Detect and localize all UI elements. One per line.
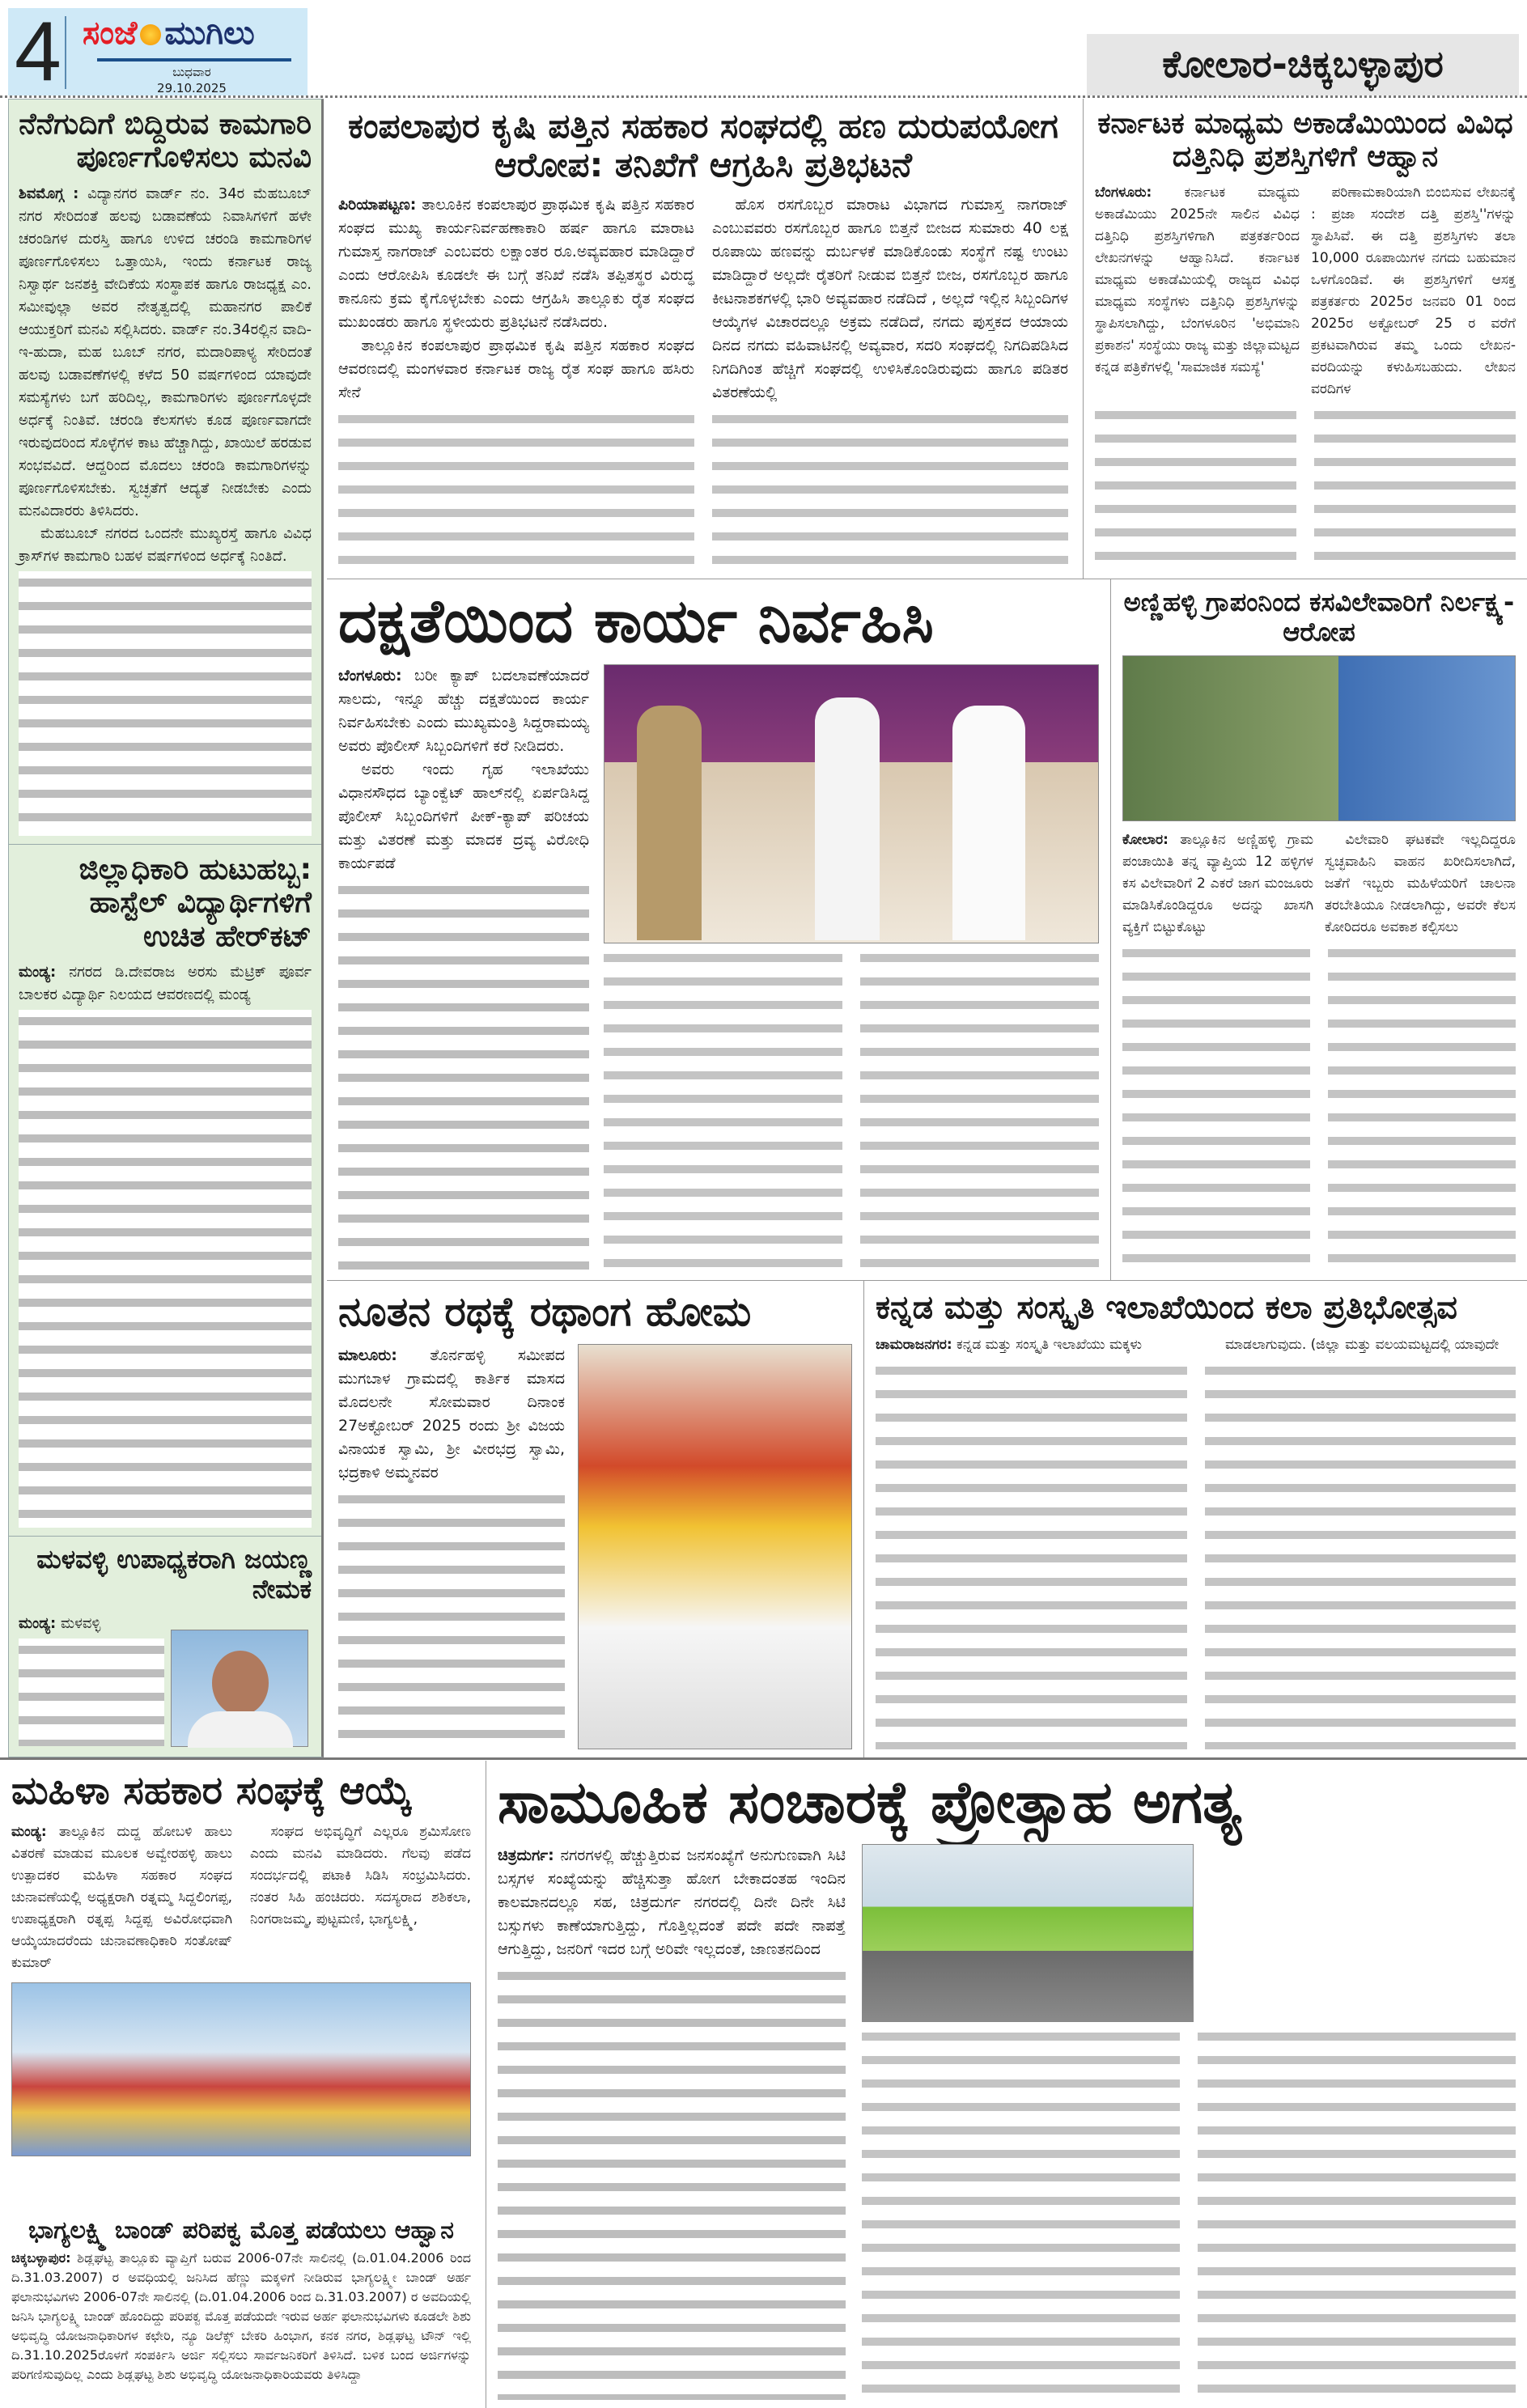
article-body: [338, 1344, 565, 1485]
text-continuation: [604, 947, 1099, 1272]
dateline: ಶಿವಮೊಗ್ಗ :: [19, 184, 79, 202]
chariot-photo: [578, 1344, 852, 1750]
paragraph: ಮಳವಳ್ಳಿ: [60, 1614, 101, 1632]
article-body: [338, 664, 589, 875]
dateline: ಪಿರಿಯಾಪಟ್ಟಣ:: [338, 195, 417, 214]
city-bus-photo: [862, 1844, 1194, 2022]
paragraph: ಮಾಡಲಾಗುವುದು. (ಜಿಲ್ಲಾ ಮತ್ತು ವಲಯಮಟ್ಟದಲ್ಲಿ ಯಾವುದೇ: [1225, 1337, 1499, 1353]
text-continuation: [338, 408, 1068, 570]
section-rule: [0, 1757, 1527, 1760]
article-kala-pratibhotsava: [863, 1280, 1527, 1757]
paragraph: ನಗರದ ಡಿ.ದೇವರಾಜ ಅರಸು ಮೆಟ್ರಿಕ್ ಪೂರ್ವ ಬಾಲಕರ ವಿದ್ಯಾರ್ಥಿ ನಿಲಯದ ಆವರಣದಲ್ಲಿ ಮಂಡ್ಯ: [19, 964, 312, 1004]
issue-date: 29.10.2025: [157, 81, 227, 95]
dateline: ಬೆಂಗಳೂರು:: [338, 667, 402, 685]
article-nenegudi: [9, 100, 321, 844]
headline: ಮಹಿಳಾ ಸಹಕಾರ ಸಂಘಕ್ಕೆ ಆಯ್ಕೆ: [11, 1768, 412, 1813]
headline: ಭಾಗ್ಯಲಕ್ಷ್ಮಿ ಬಾಂಡ್ ಪರಿಪಕ್ವ ಮೊತ್ತ ಪಡೆಯಲು ಆಹ್ವಾನ: [28, 2216, 454, 2245]
text-continuation: [338, 879, 589, 1272]
article-media-academy: [1083, 99, 1527, 579]
masthead-logo-box: [8, 5, 308, 99]
article-haircut: [9, 844, 321, 1536]
paragraph: ತೊರ್ನಹಳ್ಳಿ ಸಮೀಪದ ಮುಗಬಾಳ ಗ್ರಾಮದಲ್ಲಿ ಕಾರ್ತಿಕ ಮಾಸದ ಮೊದಲನೇ ಸೋಮವಾರ ದಿನಾಂಕ 27ಅಕ್ಟೋಬರ್ 2025 ರಂದು ಶ್ರೀ ವಿಜಯ ವಿನಾಯಕ ಸ್ವಾಮಿ, ಶ್ರೀ ವೀರಭದ್ರ ಸ್ವಾಮಿ, ಭದ್ರಕಾಳಿ ಅಮ್ಮನವರ: [338, 1346, 565, 1482]
logo-text-right: ಮುಗಿಲು: [164, 15, 255, 52]
dateline: ಮಂಡ್ಯ:: [11, 1824, 47, 1841]
text-continuation: [862, 2025, 1516, 2400]
article-body: [1122, 829, 1516, 939]
headline: ಕನ್ನಡ ಮತ್ತು ಸಂಸ್ಕೃತಿ ಇಲಾಖೆಯಿಂದ ಕಲಾ ಪ್ರತಿಭೋತ್ಸವ: [876, 1289, 1457, 1326]
paragraph: ನಗರಗಳಲ್ಲಿ ಹೆಚ್ಚುತ್ತಿರುವ ಜನಸಂಖ್ಯೆಗೆ ಅನುಗುಣವಾಗಿ ಸಿಟಿ ಬಸ್ಸಗಳ ಸಂಖ್ಯೆಯನ್ನು ಹೆಚ್ಚಿಸುತ್ತಾ ಹೋಗ ಬೇಕಾದಂತಹ ಇಂದಿನ ಕಾಲಮಾನದಲ್ಲೂ ಸಹ, ಚಿತ್ರದುರ್ಗ ನಗರದಲ್ಲಿ ದಿನೇ ದಿನೇ ಸಿಟಿ ಬಸ್ಸುಗಳು ಕಾಣೆಯಾಗುತ್ತಿದ್ದು, ಗೊತ್ತಿಲ್ಲದಂತೆ ಪದೇ ಪದೇ ನಾಪತ್ತೆ ಆಗುತ್ತಿದ್ದು, ಜನರಿಗೆ ಇದರ ಬಗ್ಗೆ ಅರಿವೇ ಇಲ್ಲದಂತೆ, ಜಾಣತನದಿಂದ: [498, 1846, 846, 1958]
divider: [65, 16, 66, 89]
group-photo: [11, 1982, 471, 2156]
text-continuation: [338, 1488, 565, 1750]
ceremony-photo: [604, 664, 1099, 943]
paragraph: ಹೊಸ ರಸಗೊಬ್ಬರ ಮಾರಾಟ ವಿಭಾಗದ ಗುಮಾಸ್ತ ನಾಗರಾಜ್ ಎಂಬುವವರು ರಸಗೊಬ್ಬರ ಹಾಗೂ ಬಿತ್ತನೆ ಬೀಜದ ಸುಮಾರು 40 ಲಕ್ಷ ರೂಪಾಯಿ ಹಣವನ್ನು ದುರ್ಬಳಕೆ ಮಾಡಿಕೊಂಡು ಸಂಸ್ಥೆಗೆ ನಷ್ಟ ಉಂಟು ಮಾಡಿದ್ದಾರೆ ಅಲ್ಲದೇ ರೈತರಿಗೆ ನೀಡುವ ಬಿತ್ತನೆ ಬೀಜ, ರಸಗೊಬ್ಬರ ಹಾಗೂ ಕೀಟನಾಶಕಗಳಲ್ಲಿ ಭಾರಿ ಅವ್ಯವಹಾರ ನಡೆದಿದೆ , ಅಲ್ಲದೆ ಇಲ್ಲಿನ ಸಿಬ್ಬಂದಿಗಳ ಆಯ್ಕೆಗಳ ವಿಚಾರದಲ್ಲೂ ಅಕ್ರಮ ನಡೆದಿದೆ, ನಗದು ಪುಸ್ತಕದ ಆಯಾಯ ದಿನದ ನಗದು ವಹಿವಾಟಿನಲ್ಲಿ ಅವ್ಯವಾರ, ಸದರಿ ಸಂಘದಲ್ಲಿ ನಿಗದಿಪಡಿಸಿದ ನಿಗದಿಗಿಂತ ಹೆಚ್ಚಿಗೆ ಸಂಘದಲ್ಲಿ ಉಳಿಸಿಕೊಂಡಿರುವುದು ಹಾಗೂ ಪಡಿತರ ವಿತರಣೆಯಲ್ಲಿ: [712, 195, 1068, 401]
headline: ದಕ್ಷತೆಯಿಂದ ಕಾರ್ಯ ನಿರ್ವಹಿಸಿ: [338, 587, 934, 656]
dateline: ಮಂಡ್ಯ:: [19, 964, 57, 981]
article-kampalapura: [327, 99, 1080, 579]
paragraph: ಬರೀ ಕ್ಯಾಪ್ ಬದಲಾವಣೆಯಾದರೆ ಸಾಲದು, ಇನ್ನೂ ಹೆಚ್ಚು ದಕ್ಷತೆಯಿಂದ ಕಾರ್ಯ ನಿರ್ವಹಿಸಬೇಕು ಎಂದು ಮುಖ್ಯಮಂತ್ರಿ ಸಿದ್ದರಾಮಯ್ಯ ಅವರು ಪೊಲೀಸ್ ಸಿಬ್ಬಂದಿಗಳಿಗೆ ಕರೆ ನೀಡಿದರು.: [338, 667, 589, 756]
text-continuation: [1122, 942, 1516, 1272]
article-annihalli: [1110, 579, 1527, 1280]
paragraph: ಸಂಘದ ಅಭಿವೃದ್ಧಿಗೆ ಎಲ್ಲರೂ ಶ್ರಮಿಸೋಣ ಎಂದು ಮನವಿ ಮಾಡಿದರು. ಗೆಲವು ಪಡೆದ ಸಂದರ್ಭದಲ್ಲಿ ಪಟಾಕಿ ಸಿಡಿಸಿ ಸಂಭ್ರಮಿಸಿದರು. ನಂತರ ಸಿಹಿ ಹಂಚಿದರು. ಸದಸ್ಯರಾದ ಶಶಿಕಲಾ, ನಿಂಗರಾಜಮ್ಮ, ಪುಟ್ಟಮಣಿ, ಭಾಗ್ಯಲಕ್ಷ್ಮಿ,: [250, 1824, 471, 1928]
article-body: [1095, 182, 1516, 401]
paragraph: ತಾಲ್ಲೂಕಿನ ದುದ್ದ ಹೋಬಳಿ ಹಾಲು ವಿತರಣೆ ಮಾಡುವ ಮೂಲಕ ಅವ್ವೇರಹಳ್ಳಿ ಹಾಲು ಉತ್ಪಾದಕರ ಮಹಿಳಾ ಸಹಕಾರ ಸಂಘದ ಚುನಾವಣೆಯಲ್ಲಿ ಅಧ್ಯಕ್ಷರಾಗಿ ರತ್ನಮ್ಮ ಸಿದ್ದಲಿಂಗಪ್ಪ, ಉಪಾಧ್ಯಕ್ಷರಾಗಿ ರತ್ನಪ್ಪ ಸಿದ್ದಪ್ಪ ಅವಿರೋಧವಾಗಿ ಆಯ್ಕೆಯಾದರೆಂದು ಚುನಾವಣಾಧಿಕಾರಿ ಸಂತೋಷ್ ಕುಮಾರ್: [11, 1824, 232, 1972]
headline: ನೂತನ ರಥಕ್ಕೆ ರಥಾಂಗ ಹೋಮ: [338, 1288, 752, 1335]
article-dakshate: [327, 579, 1110, 1280]
article-bhagyalakshmi: [0, 2214, 482, 2408]
article-malavalli: [9, 1536, 321, 1754]
paragraph: ಕರ್ನಾಟಕ ಮಾಧ್ಯಮ ಅಕಾಡೆಮಿಯು 2025ನೇ ಸಾಲಿನ ವಿವಿಧ ದತ್ತಿನಿಧಿ ಪ್ರಶಸ್ತಿಗಳಿಗಾಗಿ ಪತ್ರಕರ್ತರಿಂದ ಲೇಖನಗಳನ್ನು ಆಹ್ವಾನಿಸಿದೆ. ಕರ್ನಾಟಕ ಮಾಧ್ಯಮ ಅಕಾಡೆಮಿಯಲ್ಲಿ ರಾಜ್ಯದ ವಿವಿಧ ಮಾಧ್ಯಮ ಸಂಸ್ಥೆಗಳು ದತ್ತಿನಿಧಿ ಪ್ರಶಸ್ತಿಗಳನ್ನು ಸ್ಥಾಪಿಸಲಾಗಿದ್ದು, ಬೆಂಗಳೂರಿನ 'ಅಭಿಮಾನಿ ಪ್ರಕಾಶನ' ಸಂಸ್ಥೆಯು ರಾಜ್ಯ ಮತ್ತು ಜಿಲ್ಲಾಮಟ್ಟದ ಕನ್ನಡ ಪತ್ರಿಕೆಗಳಲ್ಲಿ 'ಸಾಮಾಜಿಕ ಸಮಸ್ಯೆ': [1095, 184, 1300, 375]
dateline: ಚಿಕ್ಕಬಳ್ಳಾಪುರ:: [11, 2249, 71, 2266]
paragraph: ಅವರು ಇಂದು ಗೃಹ ಇಲಾಖೆಯು ವಿಧಾನಸೌಧದ ಬ್ಯಾಂಕ್ವೆಟ್ ಹಾಲ್‌ನಲ್ಲಿ ಏರ್ಪಡಿಸಿದ್ದ ಪೊಲೀಸ್ ಸಿಬ್ಬಂದಿಗಳಿಗೆ ಪೀಕ್-ಕ್ಯಾಪ್ ಪರಿಚಯ ಮತ್ತು ವಿತರಣೆ ಮತ್ತು ಮಾದಕ ದ್ರವ್ಯ ವಿರೋಧಿ ಕಾರ್ಯಪಡೆ: [338, 761, 589, 873]
headline: ಕರ್ನಾಟಕ ಮಾಧ್ಯಮ ಅಕಾಡೆಮಿಯಿಂದ ವಿವಿಧ ದತ್ತಿನಿಧಿ ಪ್ರಶಸ್ತಿಗಳಿಗೆ ಆಹ್ವಾನ: [1097, 107, 1513, 174]
article-body: [876, 1334, 1516, 1356]
article-mahila-sahakara: [0, 1761, 482, 2214]
article-body: [338, 193, 1068, 405]
text-continuation: [19, 571, 312, 836]
headline: ಮಳವಳ್ಳಿ ಉಪಾಧ್ಯಕರಾಗಿ ಜಯಣ್ಣ ನೇಮಕ: [36, 1544, 312, 1605]
logo-underline: [97, 58, 291, 61]
text-continuation: [498, 1965, 846, 2400]
paragraph: ಪರಿಣಾಮಕಾರಿಯಾಗಿ ಬಿಂಬಿಸುವ ಲೇಖನಕ್ಕೆ : ಪ್ರಜಾ ಸಂದೇಶ ದತ್ತಿ ಪ್ರಶಸ್ತಿ''ಗಳನ್ನು ಸ್ಥಾಪಿಸಿವೆ. ಈ ದತ್ತಿ ಪ್ರಶಸ್ತಿಗಳು ತಲಾ 10,000 ರೂಪಾಯಿಗಳ ನಗದು ಬಹುಮಾನ ಒಳಗೊಂಡಿವೆ. ಈ ಪ್ರಶಸ್ತಿಗಳಿಗೆ ಆಸಕ್ತ ಪತ್ರಕರ್ತರು 2025ರ ಜನವರಿ 01 ರಿಂದ 2025ರ ಅಕ್ಟೋಬರ್ 25 ರ ವರೆಗೆ ಪ್ರಕಟವಾಗಿರುವ ತಮ್ಮ ಒಂದು ಲೇಖನ-ವರದಿಯನ್ನು ಕಳುಹಿಸಬಹುದು. ಲೇಖನ ವರದಿಗಳ: [1311, 184, 1516, 397]
paragraph: ವಿಲೇವಾರಿ ಘಟಕವೇ ಇಲ್ಲದಿದ್ದರೂ ಸ್ವಚ್ಛವಾಹಿನಿ ವಾಹನ ಖರೀದಿಸಲಾಗಿದೆ, ಜತೆಗೆ ಇಬ್ಬರು ಮಹಿಳೆಯರಿಗೆ ಚಾಲನಾ ತರಬೇತಿಯೂ ನೀಡಲಾಗಿದ್ದು, ಅವರೇ ಕೆಲಸ ಕೋರಿದರೂ ಅವಕಾಶ ಕಲ್ಪಿಸಲು: [1325, 831, 1516, 935]
page-number: 4: [15, 5, 62, 99]
article-body: [498, 1844, 846, 1961]
text-continuation: [1095, 404, 1516, 570]
left-news-column: [8, 99, 324, 1757]
sun-icon: [140, 24, 161, 45]
newspaper-logo[interactable]: [83, 15, 255, 52]
text-continuation: [19, 1639, 164, 1746]
headline: ಜಿಲ್ಲಾಧಿಕಾರಿ ಹುಟುಹಬ್ಬ: ಹಾಸ್ಟೆಲ್ ವಿದ್ಯಾರ್ಥಿಗಳಿಗೆ ಉಚಿತ ಹೇರ್‌ಕಟ್: [78, 853, 312, 953]
paragraph: ತಾಲ್ಲೂಕಿನ ಅಣ್ಣಿಹಳ್ಳಿ ಗ್ರಾಮ ಪಂಚಾಯಿತಿ ತನ್ನ ವ್ಯಾಪ್ತಿಯ 12 ಹಳ್ಳಿಗಳ ಕಸ ವಿಲೇವಾರಿಗೆ 2 ಎಕರೆ ಜಾಗ ಮಂಜೂರು ಮಾಡಿಸಿಕೊಂಡಿದ್ದರೂ ಅದನ್ನು ಖಾಸಗಿ ವ್ಯಕ್ತಿಗೆ ಬಿಟ್ಟುಕೊಟ್ಟು: [1122, 831, 1313, 935]
section-title: ಕೋಲಾರ-ಚಿಕ್ಕಬಳ್ಳಾಪುರ: [1087, 34, 1519, 95]
paragraph: ಕನ್ನಡ ಮತ್ತು ಸಂಸ್ಕೃತಿ ಇಲಾಖೆಯು ಮಕ್ಕಳು: [956, 1337, 1143, 1353]
text-continuation: [19, 1010, 312, 1528]
article-body: [11, 2249, 471, 2385]
paragraph: ತಾಲೂಕಿನ ಕಂಪಲಾಪುರ ಪ್ರಾಥಮಿಕ ಕೃಷಿ ಪತ್ತಿನ ಸಹಕಾರ ಸಂಘದ ಮುಖ್ಯ ಕಾರ್ಯನಿರ್ವಹಣಾಕಾರಿ ಹರ್ಷ ಹಾಗೂ ಮಾರಾಟ ಗುಮಾಸ್ತ ನಾಗರಾಜ್ ಎಂಬವರು ಲಕ್ಷಾಂತರ ರೂ.ಅವ್ಯವಹಾರ ಮಾಡಿದ್ದಾರೆ ಎಂದು ಆರೋಪಿಸಿ ಕೂಡಲೇ ಈ ಬಗ್ಗೆ ತನಿಖೆ ನಡೆಸಿ ತಪ್ಪಿತಸ್ಥರ ವಿರುದ್ಧ ಕಾನೂನು ಕ್ರಮ ಕೈಗೊಳ್ಳಬೇಕು ಎಂದು ಆಗ್ರಹಿಸಿ ತಾಲ್ಲೂಕು ರೈತ ಸಂಘದ ಮುಖಂಡರು ಹಾಗೂ ಸ್ಥಳೀಯರು ಪ್ರತಿಭಟನೆ ನಡೆಸಿದರು.: [338, 195, 694, 331]
dateline: ಬೆಂಗಳೂರು:: [1095, 184, 1152, 201]
logo-text-left: ಸಂಜೆ: [83, 15, 138, 52]
dateline: ಕೋಲಾರ:: [1122, 831, 1169, 848]
headline: ಕಂಪಲಾಪುರ ಕೃಷಿ ಪತ್ತಿನ ಸಹಕಾರ ಸಂಘದಲ್ಲಿ ಹಣ ದುರುಪಯೋಗ ಆರೋಪ: ತನಿಖೆಗೆ ಆಗ್ರಹಿಸಿ ಪ್ರತಿಭಟನೆ: [348, 106, 1058, 185]
paragraph: ಮೆಹಬೂಬ್ ನಗರದ ಒಂದನೇ ಮುಖ್ಯರಸ್ತೆ ಹಾಗೂ ವಿವಿಧ ಕ್ರಾಸ್‌ಗಳ ಕಾಮಗಾರಿ ಬಹಳ ವರ್ಷಗಳಿಂದ ಅರ್ಧಕ್ಕೆ ನಿಂತಿದೆ.: [19, 524, 312, 565]
article-samuhika-sanchara: [486, 1761, 1527, 2408]
headline: ಸಾಮೂಹಿಕ ಸಂಚಾರಕ್ಕೆ ಪ್ರೋತ್ಸಾಹ ಅಗತ್ಯ: [498, 1768, 1242, 1836]
dateline: ಚಿತ್ರದುರ್ಗ:: [498, 1846, 554, 1864]
paragraph: ತಾಲ್ಲೂಕಿನ ಕಂಪಲಾಪುರ ಪ್ರಾಥಮಿಕ ಕೃಷಿ ಪತ್ತಿನ ಸಹಕಾರ ಸಂಘದ ಆವರಣದಲ್ಲಿ ಮಂಗಳವಾರ ಕರ್ನಾಟಕ ರಾಜ್ಯ ರೈತ ಸಂಘ ಹಾಗೂ ಹಸಿರು ಸೇನೆ: [338, 336, 694, 401]
text-continuation: [876, 1359, 1516, 1749]
headline: ಅಣ್ಣಿಹಳ್ಳಿ ಗ್ರಾಪಂನಿಂದ ಕಸವಿಲೇವಾರಿಗೆ ನಿರ್ಲಕ್ಷ್ಯ-ಆರೋಪ: [1123, 587, 1515, 647]
article-body: [19, 183, 312, 568]
issue-day: ಬುಧವಾರ: [172, 65, 211, 79]
portrait-photo: [171, 1630, 308, 1747]
headline: ನೆನೆಗುದಿಗೆ ಬಿದ್ದಿರುವ ಕಾಮಗಾರಿ ಪೂರ್ಣಗೊಳಿಸಲು ಮನವಿ: [19, 108, 312, 175]
dateline: ಮಂಡ್ಯ:: [19, 1614, 57, 1632]
garbage-site-photo: [1122, 655, 1516, 821]
dateline: ಚಾಮರಾಜನಗರ:: [876, 1337, 952, 1353]
article-body: [11, 1821, 471, 1974]
article-ratha: [327, 1280, 863, 1757]
paragraph: ಶಿಡ್ಲಘಟ್ಟ ತಾಲ್ಲೂಕು ವ್ಯಾಪ್ತಿಗೆ ಬರುವ 2006-07ನೇ ಸಾಲಿನಲ್ಲಿ (ದಿ.01.04.2006 ರಿಂದ ದಿ.31.03.2007) ರ ಅವಧಿಯಲ್ಲಿ ಜನಿಸಿದ ಹೆಣ್ಣು ಮಕ್ಕಳಿಗೆ ನೀಡಿರುವ ಭಾಗ್ಯಲಕ್ಷ್ಮೀ ಬಾಂಡ್ ಅರ್ಹ ಫಲಾನುಭವಿಗಳು 2006-07ನೇ ಸಾಲಿನಲ್ಲಿ (ದಿ.01.04.2006 ರಿಂದ ದಿ.31.03.2007) ರ ಅವದಿಯಲ್ಲಿ ಜನಿಸಿ ಭಾಗ್ಯಲಕ್ಷ್ಮಿ ಬಾಂಡ್ ಹೊಂದಿದ್ದು ಪರಿಪಕ್ವ ಮೊತ್ತ ಪಡೆಯದೇ ಇರುವ ಅರ್ಹ ಫಲಾನುಭವಿಗಳು ಕೂಡಲೇ ಶಿಶು ಅಭಿವೃದ್ಧಿ ಯೋಜನಾಧಿಕಾರಿಗಳ ಕಛೇರಿ, ನ್ಯೂ ಡಿಲೆಕ್ಸ್ ಬೇಕರಿ ಹಿಂಭಾಗ, ಕನಕ ನಗರ, ಶಿಡ್ಲಘಟ್ಟ ಟೌನ್ ಇಲ್ಲಿ ದಿ.31.10.2025ರೊಳಗೆ ಸಂಪರ್ಕಿಸಿ ಅರ್ಜಿ ಸಲ್ಲಿಸಲು ಸಾರ್ವಜನಿಕರಿಗೆ ತಿಳಿಸಿದೆ. ಬಳಿಕ ಬಂದ ಅರ್ಜಿಗಳನ್ನು ಪರಿಗಣಿಸುವುದಿಲ್ಲ ಎಂದು ಶಿಡ್ಲಘಟ್ಟ ಶಿಶು ಅಭಿವೃದ್ಧಿ ಯೋಜನಾಧಿಕಾರಿಯವರು ತಿಳಿಸಿದ್ದಾ: [11, 2249, 471, 2382]
paragraph: ವಿದ್ಯಾನಗರ ವಾರ್ಡ್ ನಂ. 34ರ ಮೆಹಬೂಬ್ ನಗರ ಸೇರಿದಂತೆ ಹಲವು ಬಡಾವಣೆಯ ನಿವಾಸಿಗಳಿಗೆ ಹಳೇ ಚರಂಡಿಗಳ ದುರಸ್ತಿ ಹಾಗೂ ಉಳಿದ ಚರಂಡಿ ಕಾಮಗಾರಿಗಳ ಪೂರ್ಣಗೊಳಿಸಲು ಒತ್ತಾಯಿಸಿ, ಇಂದು ಕರ್ನಾಟಕ ರಾಜ್ಯ ನಿಸ್ವಾರ್ಥ ಜನಶಕ್ತಿ ವೇದಿಕೆಯ ಸಂಸ್ಥಾಪಕ ಹಾಗೂ ರಾಜಧ್ಯಕ್ಷ ಎಂ. ಸಮೀವುಲ್ಲಾ ಅವರ ನೇತೃತ್ವದಲ್ಲಿ ಮಹಾನಗರ ಪಾಲಿಕೆ ಆಯುಕ್ತರಿಗೆ ಮನವಿ ಸಲ್ಲಿಸಿದರು. ವಾರ್ಡ್ ನಂ.34ರಲ್ಲಿನ ವಾದಿ-ಇ-ಹುದಾ, ಮಹ ಬೂಬ್ ನಗರ, ಮದಾರಿಪಾಳ್ಯ ಸೇರಿದಂತೆ ಹಲವು ಬಡಾವಣೆಗಳಲ್ಲಿ ಕಳೆದ 50 ವರ್ಷಗಳಿಂದ ಯಾವುದೇ ಸಮಸ್ಯೆಗಳು ಬಗೆ ಹರಿದಿಲ್ಲ, ಕಾಮಗಾರಿಗಳು ಪೂರ್ಣಗೊಳ್ಳದೇ ಅರ್ಧಕ್ಕೆ ನಿಂತಿವೆ. ಚರಂಡಿ ಕೆಲಸಗಳು ಕೂಡ ಪೂರ್ಣವಾಗದೇ ಇರುವುದರಿಂದ ಸೊಳ್ಳೆಗಳ ಕಾಟ ಹೆಚ್ಚಾಗಿದ್ದು, ಖಾಯಿಲೆ ಹರಡುವ ಸಂಭವವಿದೆ. ಆದ್ದರಿಂದ ಮೊದಲು ಚರಂಡಿ ಕಾಮಗಾರಿಗಳನ್ನು ಪೂರ್ಣಗೊಳಿಸಬೇಕು. ಸ್ವಚ್ಛತೆಗೆ ಆದ್ಯತೆ ನೀಡಬೇಕು ಎಂದು ಮನವಿದಾರರು ತಿಳಿಸಿದರು.: [19, 184, 312, 519]
dateline: ಮಾಲೂರು:: [338, 1346, 397, 1364]
